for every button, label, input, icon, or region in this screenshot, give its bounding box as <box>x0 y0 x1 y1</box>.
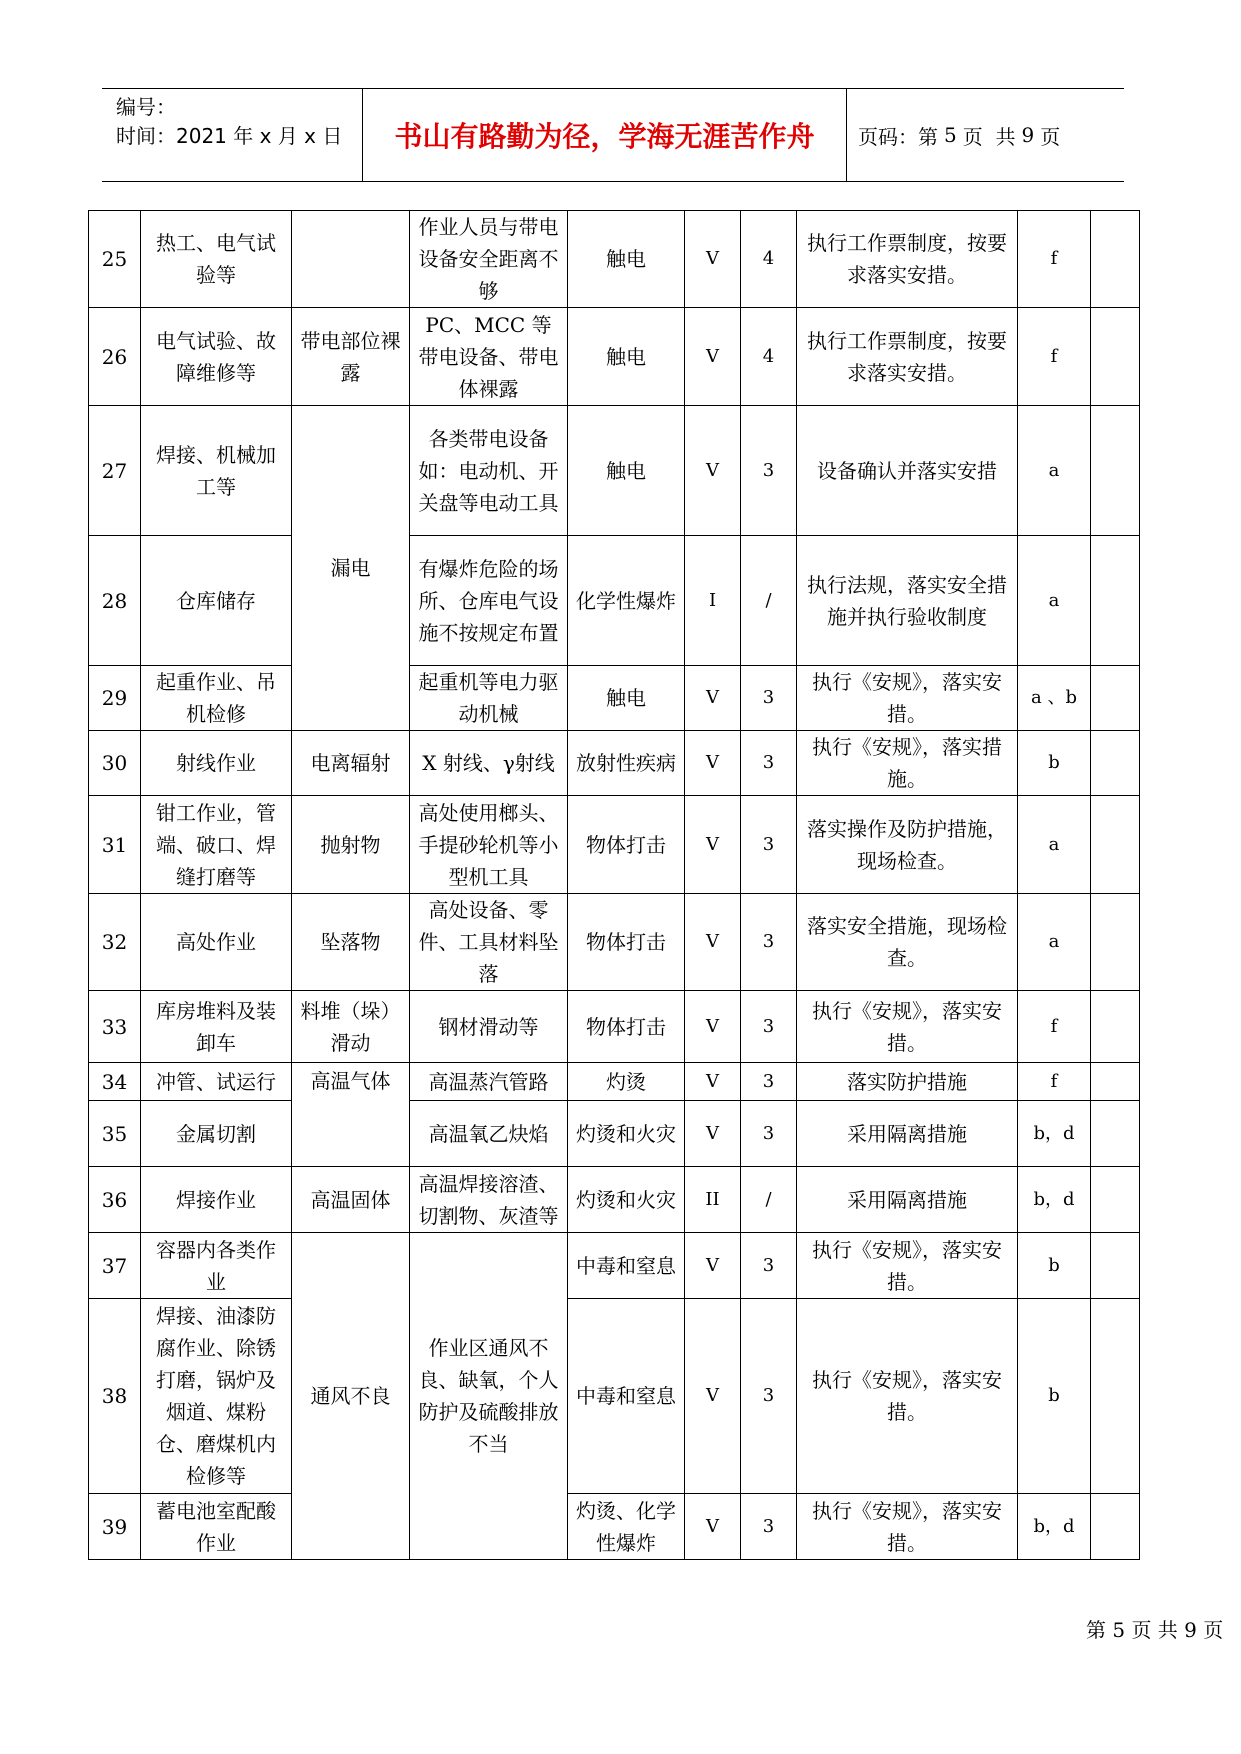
table-row <box>89 1063 1140 1101</box>
page-header <box>102 88 1124 182</box>
control-measure: 落实操作及防护措施，现场检查。 <box>797 796 1018 894</box>
risk-grade: II <box>685 1167 741 1233</box>
work-activity: 金属切割 <box>141 1101 292 1167</box>
table-row <box>89 731 1140 796</box>
risk-grade: V <box>685 308 741 406</box>
risk-level: / <box>741 536 797 666</box>
work-activity: 容器内各类作业 <box>141 1233 292 1299</box>
risk-grade: V <box>685 406 741 536</box>
accident-type: 中毒和窒息 <box>568 1299 685 1494</box>
table-row <box>89 796 1140 894</box>
table-row <box>89 1494 1140 1560</box>
header-motto: 书山有路勤为径，学海无涯苦作舟 <box>394 120 815 153</box>
reference: b，d <box>1018 1494 1091 1560</box>
accident-type: 触电 <box>568 666 685 731</box>
row-number: 39 <box>89 1494 141 1560</box>
control-measure: 采用隔离措施 <box>797 1167 1018 1233</box>
risk-level: 3 <box>741 894 797 991</box>
work-activity: 起重作业、吊机检修 <box>141 666 292 731</box>
risk-grade: V <box>685 211 741 308</box>
row-number: 28 <box>89 536 141 666</box>
work-activity: 焊接作业 <box>141 1167 292 1233</box>
row-number: 32 <box>89 894 141 991</box>
row-number: 31 <box>89 796 141 894</box>
hazard-cause: 起重机等电力驱动机械 <box>410 666 568 731</box>
risk-grade: V <box>685 1494 741 1560</box>
table-row <box>89 1167 1140 1233</box>
work-activity: 焊接、油漆防腐作业、除锈打磨，锅炉及烟道、煤粉仓、磨煤机内检修等 <box>141 1299 292 1494</box>
table-row <box>89 406 1140 536</box>
row-number: 34 <box>89 1063 141 1101</box>
control-measure: 执行《安规》，落实安措。 <box>797 991 1018 1063</box>
remark <box>1091 991 1140 1063</box>
risk-level: 3 <box>741 666 797 731</box>
table-row <box>89 1101 1140 1167</box>
hazard-factor: 抛射物 <box>292 796 410 894</box>
table-row <box>89 536 1140 666</box>
risk-level: 3 <box>741 1101 797 1167</box>
hazard-cause: 钢材滑动等 <box>410 991 568 1063</box>
hazard-factor: 电离辐射 <box>292 731 410 796</box>
number-label: 编号： <box>116 95 176 119</box>
hazard-factor: 坠落物 <box>292 894 410 991</box>
accident-type: 灼烫、化学性爆炸 <box>568 1494 685 1560</box>
work-activity: 钳工作业，管端、破口、焊缝打磨等 <box>141 796 292 894</box>
control-measure: 执行法规，落实安全措施并执行验收制度 <box>797 536 1018 666</box>
reference: a <box>1018 796 1091 894</box>
control-measure: 执行《安规》，落实措施。 <box>797 731 1018 796</box>
hazard-factor: 高温固体 <box>292 1167 410 1233</box>
header-divider <box>846 89 847 181</box>
hazard-cause: 高处使用榔头、手提砂轮机等小型机工具 <box>410 796 568 894</box>
risk-grade: V <box>685 666 741 731</box>
control-measure: 执行工作票制度，按要求落实安措。 <box>797 308 1018 406</box>
accident-type: 触电 <box>568 406 685 536</box>
row-number: 29 <box>89 666 141 731</box>
reference: b，d <box>1018 1101 1091 1167</box>
accident-type: 中毒和窒息 <box>568 1233 685 1299</box>
remark <box>1091 211 1140 308</box>
reference: f <box>1018 211 1091 308</box>
hazard-cause: PC、MCC 等带电设备、带电体裸露 <box>410 308 568 406</box>
remark <box>1091 1167 1140 1233</box>
control-measure: 执行《安规》，落实安措。 <box>797 666 1018 731</box>
table-row <box>89 1233 1140 1299</box>
page-footer: 第 5 页 共 9 页 <box>1086 1618 1224 1642</box>
reference: f <box>1018 308 1091 406</box>
table-row <box>89 991 1140 1063</box>
reference: f <box>1018 991 1091 1063</box>
remark <box>1091 308 1140 406</box>
control-measure: 落实安全措施，现场检查。 <box>797 894 1018 991</box>
row-number: 37 <box>89 1233 141 1299</box>
hazard-cause: 作业人员与带电设备安全距离不够 <box>410 211 568 308</box>
work-activity: 蓄电池室配酸作业 <box>141 1494 292 1560</box>
risk-grade: V <box>685 1101 741 1167</box>
row-number: 36 <box>89 1167 141 1233</box>
remark <box>1091 1233 1140 1299</box>
control-measure: 执行《安规》，落实安措。 <box>797 1494 1018 1560</box>
page-number: 5 <box>944 123 957 147</box>
accident-type: 物体打击 <box>568 796 685 894</box>
remark <box>1091 406 1140 536</box>
table-row <box>89 1299 1140 1494</box>
hazard-factor <box>292 211 410 308</box>
row-number: 33 <box>89 991 141 1063</box>
hazard-factor: 料堆（垛）滑动 <box>292 991 410 1063</box>
table-row <box>89 894 1140 991</box>
reference: b <box>1018 1233 1091 1299</box>
risk-level: 3 <box>741 1063 797 1101</box>
remark <box>1091 796 1140 894</box>
time-label: 时间：2021 年 x 月 x 日 <box>116 124 343 148</box>
hazard-cause: 有爆炸危险的场所、仓库电气设施不按规定布置 <box>410 536 568 666</box>
risk-level: 3 <box>741 1233 797 1299</box>
control-measure: 采用隔离措施 <box>797 1101 1018 1167</box>
control-measure: 执行《安规》，落实安措。 <box>797 1233 1018 1299</box>
accident-type: 灼烫和火灾 <box>568 1167 685 1233</box>
risk-level: 3 <box>741 731 797 796</box>
remark <box>1091 1299 1140 1494</box>
work-activity: 焊接、机械加工等 <box>141 406 292 536</box>
control-measure: 执行《安规》，落实安措。 <box>797 1299 1018 1494</box>
remark <box>1091 666 1140 731</box>
control-measure: 设备确认并落实安措 <box>797 406 1018 536</box>
hazard-table <box>88 210 1140 1560</box>
risk-grade: V <box>685 991 741 1063</box>
accident-type: 触电 <box>568 308 685 406</box>
work-activity: 冲管、试运行 <box>141 1063 292 1101</box>
row-number: 27 <box>89 406 141 536</box>
hazard-factor: 高温气体 <box>292 1063 410 1167</box>
accident-type: 物体打击 <box>568 991 685 1063</box>
row-number: 35 <box>89 1101 141 1167</box>
risk-level: / <box>741 1167 797 1233</box>
risk-level: 4 <box>741 308 797 406</box>
reference: b，d <box>1018 1167 1091 1233</box>
page-prefix: 页码：第 <box>858 124 938 149</box>
risk-level: 3 <box>741 1494 797 1560</box>
table-row <box>89 666 1140 731</box>
header-meta <box>116 93 356 151</box>
work-activity: 高处作业 <box>141 894 292 991</box>
risk-grade: I <box>685 536 741 666</box>
risk-grade: V <box>685 796 741 894</box>
row-number: 38 <box>89 1299 141 1494</box>
page-suffix: 页 <box>1040 124 1061 149</box>
reference: a 、b <box>1018 666 1091 731</box>
accident-type: 物体打击 <box>568 894 685 991</box>
hazard-cause: X 射线、γ射线 <box>410 731 568 796</box>
risk-level: 3 <box>741 796 797 894</box>
control-measure: 执行工作票制度，按要求落实安措。 <box>797 211 1018 308</box>
risk-level: 4 <box>741 211 797 308</box>
reference: a <box>1018 406 1091 536</box>
remark <box>1091 1101 1140 1167</box>
accident-type: 灼烫和火灾 <box>568 1101 685 1167</box>
risk-level: 3 <box>741 991 797 1063</box>
control-measure: 落实防护措施 <box>797 1063 1018 1101</box>
accident-type: 化学性爆炸 <box>568 536 685 666</box>
accident-type: 灼烫 <box>568 1063 685 1101</box>
work-activity: 射线作业 <box>141 731 292 796</box>
remark <box>1091 894 1140 991</box>
hazard-factor: 通风不良 <box>292 1233 410 1560</box>
accident-type: 放射性疾病 <box>568 731 685 796</box>
row-number: 26 <box>89 308 141 406</box>
risk-grade: V <box>685 1299 741 1494</box>
risk-grade: V <box>685 731 741 796</box>
work-activity: 电气试验、故障维修等 <box>141 308 292 406</box>
reference: f <box>1018 1063 1091 1101</box>
hazard-cause: 高温氧乙炔焰 <box>410 1101 568 1167</box>
reference: a <box>1018 536 1091 666</box>
hazard-cause: 高温焊接溶渣、切割物、灰渣等 <box>410 1167 568 1233</box>
work-activity: 仓库储存 <box>141 536 292 666</box>
hazard-cause: 高处设备、零件、工具材料坠落 <box>410 894 568 991</box>
risk-level: 3 <box>741 406 797 536</box>
row-number: 25 <box>89 211 141 308</box>
hazard-cause: 作业区通风不良、缺氧，个人防护及硫酸排放不当 <box>410 1233 568 1560</box>
remark <box>1091 1063 1140 1101</box>
page-mid: 页 共 <box>962 124 1016 149</box>
risk-grade: V <box>685 1063 741 1101</box>
header-page-info <box>858 89 1060 181</box>
page-total: 9 <box>1021 123 1035 147</box>
risk-grade: V <box>685 1233 741 1299</box>
table-row <box>89 211 1140 308</box>
reference: b <box>1018 731 1091 796</box>
reference: b <box>1018 1299 1091 1494</box>
accident-type: 触电 <box>568 211 685 308</box>
hazard-factor: 漏电 <box>292 406 410 731</box>
remark <box>1091 536 1140 666</box>
remark <box>1091 731 1140 796</box>
hazard-factor: 带电部位裸露 <box>292 308 410 406</box>
work-activity: 库房堆料及装卸车 <box>141 991 292 1063</box>
hazard-cause: 高温蒸汽管路 <box>410 1063 568 1101</box>
hazard-cause: 各类带电设备如：电动机、开关盘等电动工具 <box>410 406 568 536</box>
row-number: 30 <box>89 731 141 796</box>
risk-grade: V <box>685 894 741 991</box>
work-activity: 热工、电气试验等 <box>141 211 292 308</box>
table-row <box>89 308 1140 406</box>
reference: a <box>1018 894 1091 991</box>
risk-level: 3 <box>741 1299 797 1494</box>
remark <box>1091 1494 1140 1560</box>
